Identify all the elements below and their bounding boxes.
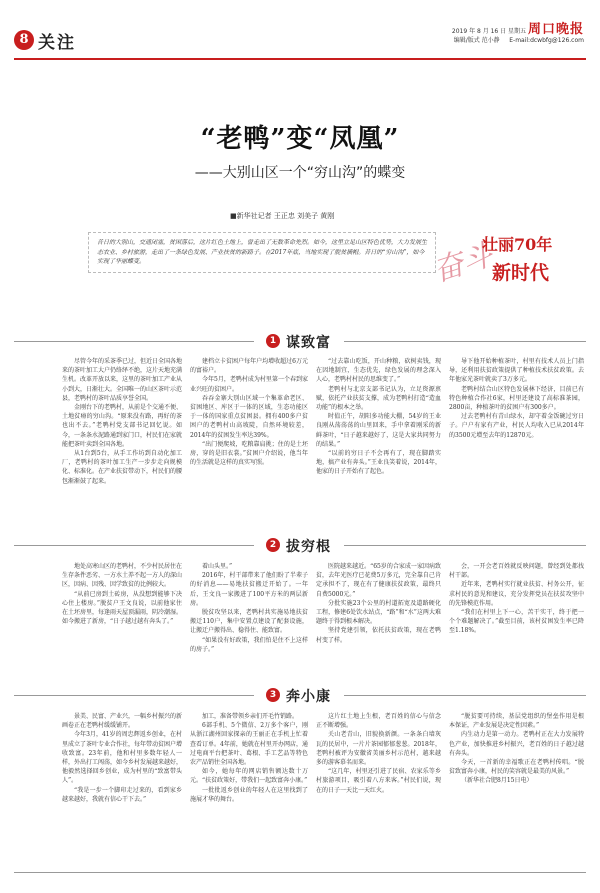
paragraph: 建档立卡贫困户每年户均增收超过6万元的富裕户。: [190, 358, 308, 375]
campaign-line1: 壮丽70年: [482, 235, 553, 254]
header-rule: [14, 58, 586, 60]
paragraph: 今年5月，老鸭村成为村里第一个春到家业兴旺的贫困户。: [190, 376, 308, 393]
paragraph: 今年3月，41岁的周忠辉返乡创业，在村里成立了茶叶专业合作社，每年带动贫困户增收致富。23年前，他和村里多数年轻人一样，外出打工闯荡，如今乡村发展越来越好，他毅然选择回乡创业，成为村里的“致富带头人”。: [62, 731, 182, 785]
s3-column-1: [62, 712, 182, 862]
paragraph: 地处高寒山区的老鸭村，不少村民居住在生存条件恶劣、一方水土养不起一方人的深山区，因病、因残、因学致贫的比例较大。: [62, 563, 182, 589]
paragraph: 金刚台下的老鸭村，从前是个交通不便、土地贫瘠的穷山沟。“原来没有路，再好的茶也出不去。”老鸭村党支部书记回忆说。如今，一条条水泥路通到家门口，村民们在家就能把茶叶卖到全国各地。: [62, 404, 182, 448]
byline: ■新华社记者 王正忠 刘美子 黄刚: [230, 212, 335, 220]
paragraph: 脱贫攻坚以来，老鸭村共实施易地扶贫搬迁110户，集中安置点建设了配套设施，让搬迁户搬得出、稳得住、能致富。: [190, 609, 308, 635]
paragraph: 如今，她每年的网店销售额达数十万元。“扶贫政策好，带我们一起致富奔小康。”: [190, 768, 308, 785]
paragraph: “脱贫要可持续，基层党组织的堡垒作用是根本保证，产业发展是决定性因素。”: [449, 713, 584, 730]
section-rule: [14, 695, 254, 696]
campaign-line2: 新时代: [492, 262, 550, 284]
intro-box: 昔日的大别山，交通闭塞，贫困落后，这片红色土地上，曾走出了无数革命先烈。如今，这里立足山区特色优势，大力发展生态农业、乡村旅游，走出了一条绿色发展、产业扶贫的新路子。在2017年底，当地实现了脱贫摘帽。昔日的“穷山沟”，如今实现了华丽蝶变。: [88, 232, 436, 273]
s1-column-1: [62, 357, 182, 527]
paragraph: 景美、民富、产业兴，一幅乡村振兴的新画卷正在老鸭村缓缓铺开。: [62, 713, 182, 730]
s1-column-3: [316, 357, 441, 527]
paragraph: “我们在村里上下一心，苦干实干，终于把一个个难题解决了。”截至目前，该村贫困发生率已降至1.18%。: [449, 609, 584, 635]
s2-column-1: [62, 562, 182, 674]
section-rule: [344, 695, 586, 696]
paragraph: 一批批返乡创业的年轻人在这里找到了施展才华的舞台。: [190, 786, 308, 803]
section-rule: [344, 545, 586, 546]
s3-column-2: [190, 712, 308, 862]
paragraph: 老鸭村与北京支部书记认为，立足资源禀赋，依托产业扶贫支撑，成为老鸭村打造“造血功能”的根本之举。: [316, 385, 441, 412]
campaign-brush-text: 奋斗: [429, 237, 498, 290]
paragraph: 近年来，老鸭村实行就业扶贫、村务公开，征求村民的意见和建议，充分发挥党员在扶贫攻坚中的先锋模范作用。: [449, 581, 584, 607]
paragraph: “这几年，村里还引进了民宿、农家乐等乡村旅游项目，吸引着八方来客。”村民们说，现在的日子一天比一天红火。: [316, 768, 441, 794]
paragraph: 时值正午，胡阳多功能大棚，54岁的王业良刚从荡荡荡的山里回来，手中拿着刚采的新鲜茶叶，“日子越来越好了，这是大家共同努力的结果。”: [316, 413, 441, 448]
paragraph: 今天，一首新的幸福歌正在老鸭村传唱。“脱贫致富奔小康，村民的笑容就是最美的风景。”: [449, 759, 584, 776]
section-1-heading: [14, 334, 586, 351]
paragraph: 过去老鸭村有青山绿水，却守着金饭碗过穷日子。户户有家有产业，村民人均收入已从2014年的3500元增至去年的12870元。: [449, 413, 584, 439]
section-3-heading: [14, 688, 586, 705]
section-label: 谋致富: [286, 335, 331, 351]
paragraph: 医院越来越近。“65岁的合家成一家因病致贫，去年光医疗已花费5万多元，完全靠自己肯定承担不了，现在有了健康扶贫政策，最终只自费5000元。”: [316, 563, 441, 598]
section-rule: [344, 341, 586, 342]
s2-column-4: [449, 562, 584, 674]
paragraph: 老鸭村结合山区特色发展林下经济，目前已有特色种植合作社6家，村里还建设了高标准茶园，2800亩，种植茶叶的贫困户有300多户。: [449, 385, 584, 412]
paragraph: “如果没有好政策，我们怕是住不上这样的房子。”: [190, 636, 308, 653]
section-rule: [14, 545, 254, 546]
paragraph: 从1台到5台，从手工作坊到自动化加工厂，老鸭村的茶叶加工生产一步步走向规模化、标准化。在产业扶贫带动下，村民们的腰包渐渐鼓了起来。: [62, 450, 182, 485]
s1-column-4: [449, 357, 584, 527]
section-number: 2: [266, 538, 280, 552]
paragraph: 加工，准备带领乡亲们开毛竹销路。: [202, 713, 299, 720]
s1-column-2: [190, 357, 308, 527]
header-meta: [451, 22, 584, 45]
section-number: 1: [266, 334, 280, 348]
editor-line: 编辑/版式 范小静: [453, 37, 500, 44]
subheadline: ——大别山区一个“穷山沟”的蝶变: [194, 165, 406, 181]
section-rule: [14, 341, 254, 342]
s3-column-4: [449, 712, 584, 862]
headline: “老鸭”变“凤凰”: [200, 124, 400, 154]
paragraph: 着山头里。”: [202, 563, 233, 570]
date-line: 2019 年 8 月 16 日 星期五: [451, 28, 527, 35]
email-line: E-mail:dcwbfg@126.com: [509, 37, 584, 44]
paragraph: 2016年，村干部带来了他们盼了半辈子的好消息——易地扶贫搬迁开始了。一年后，王文良一家搬进了100平方米的两层新房。: [190, 572, 308, 607]
newspaper-logo: 周口晚报: [527, 22, 584, 37]
paragraph: 内生动力是第一动力。老鸭村正在大力发展特色产业，加快推进乡村振兴，老百姓的日子越过越有奔头。: [449, 731, 584, 757]
s3-column-3: [316, 712, 441, 862]
section-2-heading: [14, 538, 586, 555]
paragraph: 坚持党建引领，依托扶贫政策，现在老鸭村变了样。: [316, 627, 441, 644]
paragraph: 吞吞金寨大别山区域一个集革命老区、贫困地区、库区于一体的区域，生态功能区于一体的国家重点贫困县。拥有400多户贫困户的老鸭村山高坡陡，自然环境较差，2014年的贫困发生率达39%。: [190, 394, 308, 439]
page-number-badge: 8: [14, 30, 34, 50]
paragraph: “以前的穷日子不会再有了，现在脚踏实地，搞产业有奔头。”王业良笑着说，2014年，他家的日子开始有了起色。: [316, 450, 441, 476]
paragraph: 这片红土地上生根，老百姓的信心与信念正不断增强。: [316, 713, 441, 730]
footer-rule: [14, 872, 586, 873]
paragraph: “出门便爬坡，吃粮靠肩挑；住的是土坯房，穿的是旧衣裳。”贫困户介绍说，他当年的生活就是这样的真实写照。: [190, 440, 308, 467]
paragraph: 6部手机、5个微信、2万多个客户，刚从浙江湖州回家探亲的王丽正在手机上忙着查看订单。4年前，她就在村里开办网店，通过电商平台把茶叶、葛根、手工艺品等特色农产品销往全国各地。: [190, 722, 308, 767]
section-number: 3: [266, 688, 280, 702]
paragraph: 尽管今年的采茶季已过，但近日全国各地来的茶叶加工大户仍络绎不绝，这片天地充满生机。改革开放以来，这里的茶叶加工产业从小到大，日渐壮大。全国唯一的山区茶叶示范县，老鸭村的茶叶品质享誉全国。: [62, 358, 182, 402]
section-label: 拔穷根: [286, 539, 331, 555]
s2-column-3: [316, 562, 441, 674]
paragraph: 会，一开会老百姓就反映问题，曾经到处都找村干部。: [449, 563, 584, 580]
paragraph: 关山老青山，旧貌换新颜。一条条白墙灰瓦的民居中，一片片茶园郁郁葱葱。2018年，老鸭村被评为安徽省美丽乡村示范村，越来越多的游客慕名而来。: [316, 731, 441, 767]
section-title: 关注: [38, 33, 76, 53]
section-label: 奔小康: [286, 689, 331, 705]
paragraph: “从前已房到土砖房，从没想到能够下决心住上楼房。”脱贫户王文良说，以前他家住在土坯房里，每逢雨天屋顶漏雨，阴冷潮湿。如今搬进了新房，“日子越过越有奔头了。”: [62, 590, 182, 626]
paragraph: 分批实施23个公里的村道拓宽及道路硬化工程，修建6处饮水站点，“路”和“水”这两大难题终于得到根本解决。: [316, 599, 441, 626]
paragraph: （新华社合肥8月15日电）: [461, 777, 533, 785]
paragraph: “我是一步一个脚印走过来的，看到家乡越来越好，我就有信心干下去。”: [62, 786, 182, 803]
s2-column-2: [190, 562, 308, 674]
paragraph: 导下他开始种植茶叶，村里有技术人员上门指导，还利用扶贫政策提供了种植技术扶贫政策。去年他家光茶叶就卖了3万多元。: [449, 358, 584, 384]
paragraph: “过去靠山吃饭，开山种粮，砍树卖钱，现在因地制宜，生态优先，绿色发展的理念深入人心，老鸭村村民的思维变了。”: [316, 358, 441, 384]
